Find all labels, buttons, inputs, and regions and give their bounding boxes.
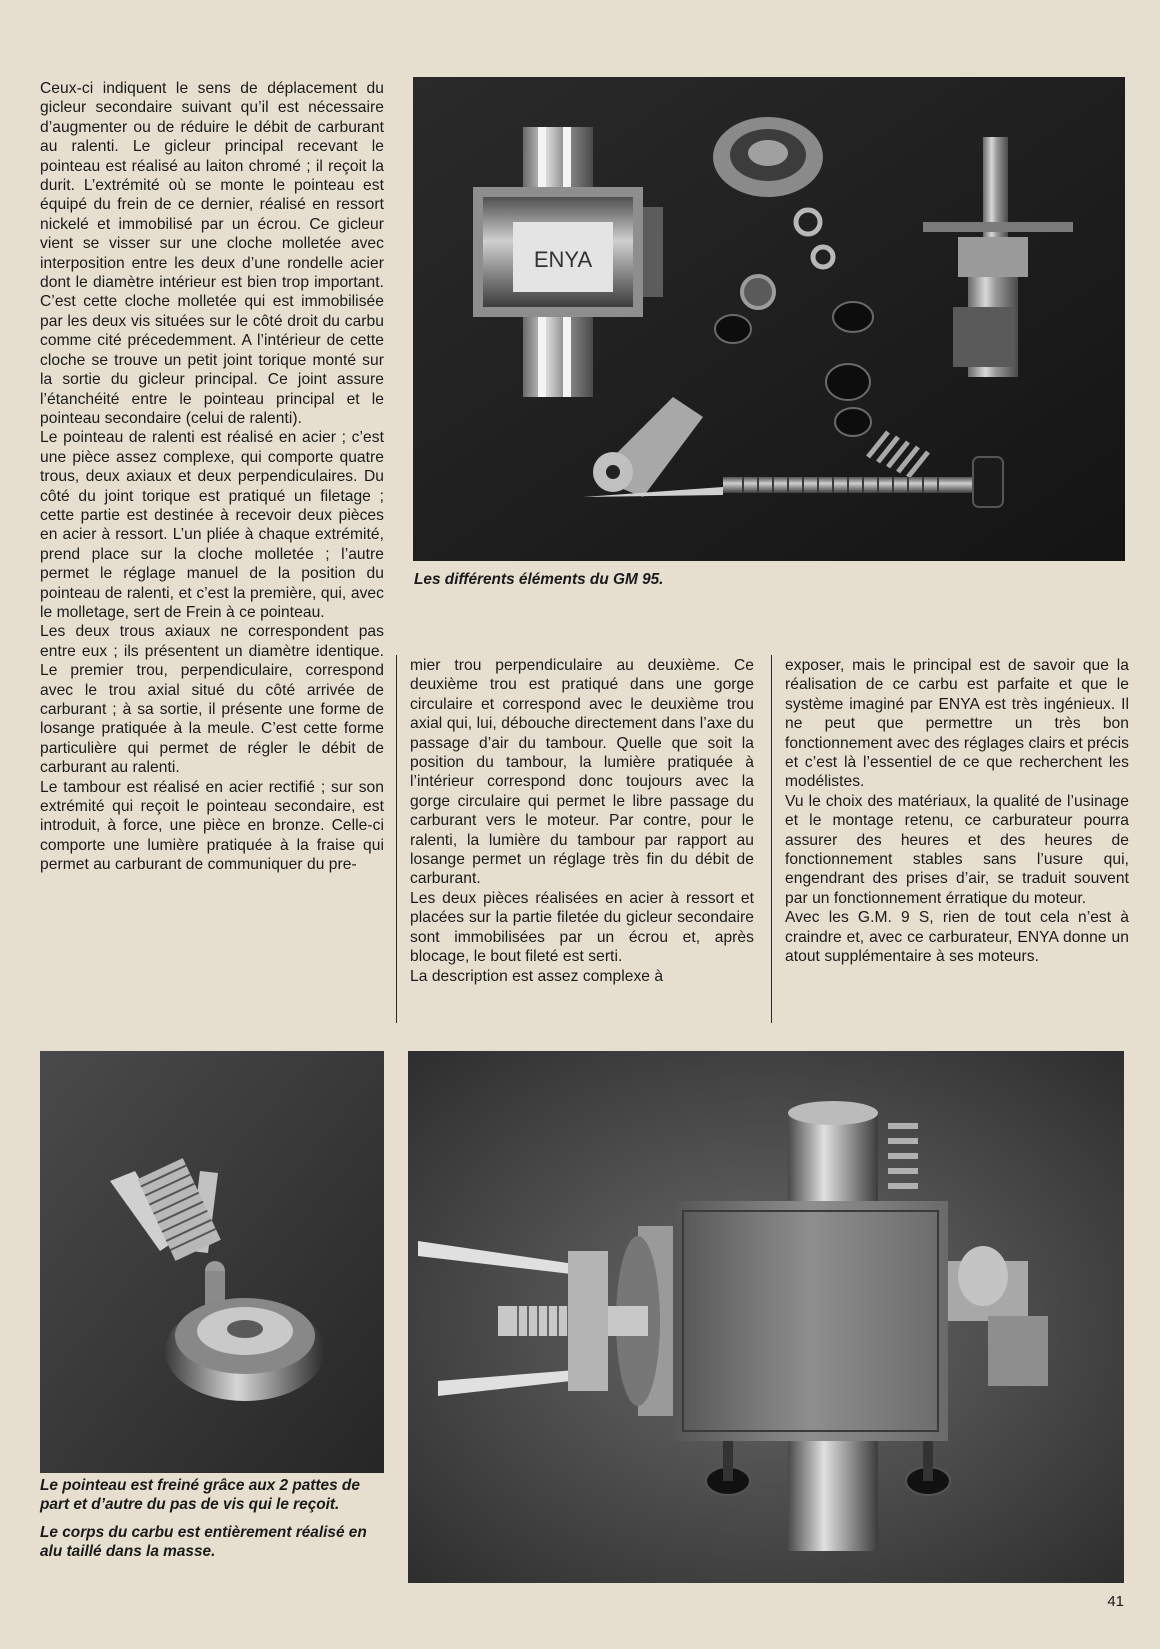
enya-label: ENYA	[533, 247, 593, 272]
parts-photo	[413, 77, 1125, 561]
column-divider	[771, 655, 772, 1023]
paragraph: Ceux-ci indiquent le sens de déplacement du gicleur secondaire suivant qu’il est nécessaire d’augmenter ou de réduire le débit de carburant au ralenti. Le gicleur principal recevant le pointeau est réalisé au laiton chromé ; il reçoit la durit. L’extrémité où se monte le pointeau est équipé du frein de ce dernier, réalisé en ressort nickelé et immobilisé par un écrou. Ce gicleur vient se visser sur une cloche molletée avec interposition entre les deux d’une rondelle acier dont le diamètre intérieur est bien trop important. C’est cette cloche molletée qui est immobilisée par les deux vis situées sur le côté droit du carbu comme cité précedemment. A l’intérieur de cette cloche se trouve un petit joint torique monté sur la sortie du gicleur principal. Ce joint assure l’étanchéité entre le pointeau principal et le pointeau secondaire (celui de ralenti).	[40, 80, 384, 427]
column-divider	[396, 655, 397, 1023]
caption-text: Les différents éléments du GM 95.	[414, 571, 664, 588]
paragraph: mier trou perpendiculaire au deuxième. Ce deuxième trou est pratiqué dans une gorge circulaire et correspond avec le deuxième trou axial qui, lui, débouche directement dans l’axe du passage d’air du tambour. Quelle que soit la position du tambour, la lumière pratiquée à l’intérieur correspond donc toujours avec la gorge circulaire qui permet le libre passage du carburant vers le moteur. Par contre, pour le ralenti, la lumière du tambour par rapport au losange permet un réglage très fin du débit de carburant.	[410, 657, 754, 888]
caption-text: Le pointeau est freiné grâce aux 2 pattes de part et d’autre du pas de vis qui le reçoit.	[40, 1477, 360, 1514]
page-number: 41	[1107, 1593, 1124, 1610]
paragraph: Avec les G.M. 9 S, rien de tout cela n’est à craindre et, avec ce carburateur, ENYA donne un atout supplémentaire à ses moteurs.	[785, 909, 1129, 966]
article-column-1	[40, 79, 384, 875]
paragraph: Le tambour est réalisé en acier rectifié ; sur son extrémité qui reçoit le pointeau secondaire, est introduit, à force, une pièce en bronze. Celle-ci comporte une lumière pratiquée à la fraise qui permet au carburant de communiquer du pre-	[40, 778, 384, 874]
bottom-left-caption	[40, 1476, 384, 1562]
paragraph: Les deux trous axiaux ne correspondent pas entre eux ; ils présentent un diamètre identique. Le premier trou, perpendiculaire, correspond avec le trou axial situé du côté arrivée de carburant ; à sa sortie, il présente une forme de losange pratiquée à la meule. C’est cette forme particulière qui permet de régler le débit de carburant au ralenti.	[40, 623, 384, 777]
paragraph: Vu le choix des matériaux, la qualité de l’usinage et le montage retenu, ce carburateur pourra assurer des heures et des heures de fonctionnement stables sans l’usure qui, engendrant des prises d’air, se traduit souvent par un fonctionnement érratique du moteur.	[785, 792, 1129, 907]
caption-text: Le corps du carbu est entièrement réalisé en alu taillé dans la masse.	[40, 1523, 367, 1561]
needle-photo	[40, 1051, 384, 1473]
paragraph: Le pointeau de ralenti est réalisé en acier ; c’est une pièce assez complexe, qui comporte quatre trous, deux axiaux et deux perpendiculaires. Du côté du joint torique est pratiqué un filetage ; cette partie est destinée à recevoir deux pièces en acier à ressort. L’un pliée à chaque extrémité, prend place sur la cloche molletée ; l’autre permet le réglage manuel de la position du pointeau de ralenti, et c’est la première, qui, avec le molletage, sert de Frein à ce pointeau.	[40, 429, 384, 621]
paragraph: exposer, mais le principal est de savoir que la réalisation de ce carbu est parfaite et que le système imaginé par ENYA est très ingénieux. Il ne peut que permettre un très bon fonctionnement avec des réglages clairs et précis et c’est là l’essentiel de ce que recherchent les modélistes.	[785, 657, 1129, 791]
top-photo-caption	[414, 570, 1114, 589]
paragraph: Les deux pièces réalisées en acier à ressort et placées sur la partie filetée du gicleur secondaire sont immobilisées par un écrou et, après blocage, le bout fileté est serti.	[410, 889, 754, 966]
paragraph: La description est assez complexe à	[410, 967, 664, 985]
article-column-3	[785, 656, 1129, 967]
article-column-2	[410, 656, 754, 986]
carburettor-photo	[408, 1051, 1124, 1583]
